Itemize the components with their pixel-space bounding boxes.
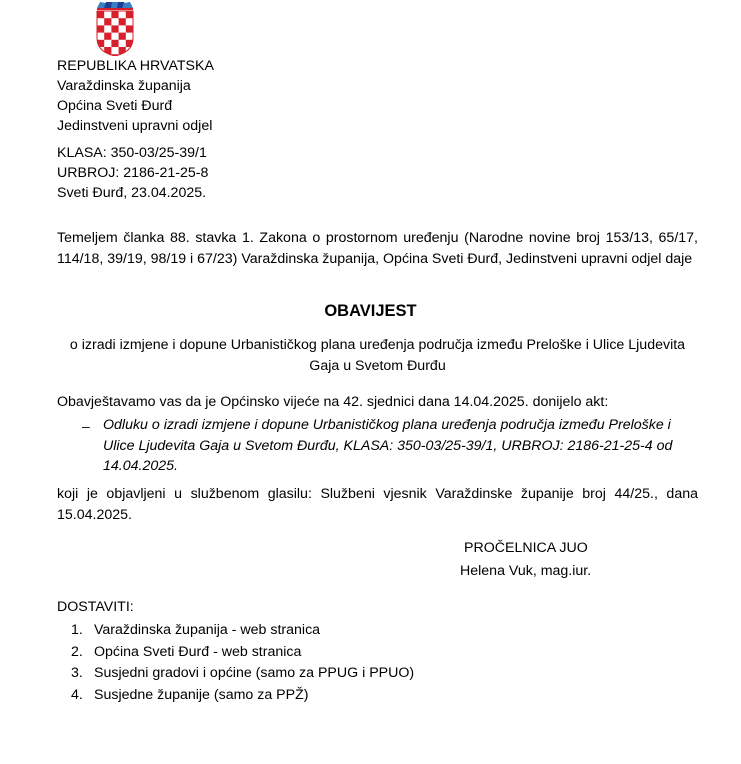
shield-check-square [104, 47, 111, 54]
header-county: Varaždinska županija [57, 78, 191, 94]
shield-check-square [97, 11, 104, 18]
signature-name: Helena Vuk, mag.iur. [460, 563, 592, 579]
checkerboard-shield [97, 11, 133, 56]
list-item-text: Susjedni gradovi i općine (samo za PPUG i PPUO) [94, 665, 415, 681]
shield-check-square [119, 18, 126, 25]
distribution-heading: DOSTAVITI: [57, 599, 134, 615]
list-item-number: 3. [71, 665, 83, 681]
shield-check-square [97, 25, 104, 32]
header-country: REPUBLIKA HRVATSKA [57, 58, 214, 74]
croatian-coat-of-arms [95, 2, 135, 56]
shield-check-square [104, 18, 111, 25]
document-title: OBAVIJEST [324, 302, 417, 320]
list-item-number: 1. [71, 622, 83, 638]
shield-check-square [126, 25, 133, 32]
shield-check-square [111, 40, 118, 47]
notice-paragraph: Obavještavamo vas da je Općinsko vijeće na 42. sjednici dana 14.04.2025. donijelo akt: [57, 394, 609, 410]
decision-text: Odluku o izradi izmjene i dopune Urbanističkog plana uređenja područja između Preloške i Ulice Ljudevita Gaja u Svetom Đurđu, KLASA: 350-03/25-39/1, URBROJ: 2186-21-25-4 od 14.04.2025. [103, 417, 673, 474]
list-item-text: Susjedne županije (samo za PPŽ) [94, 686, 309, 703]
publication-paragraph: koji je objavljeni u službenom glasilu: Službeni vjesnik Varaždinske županije broj 44/25., dana 15.04.2025. [57, 486, 698, 523]
shield-check-square [104, 33, 111, 40]
list-item-number: 2. [71, 643, 83, 660]
intro-paragraph: Temeljem članka 88. stavka 1. Zakona o prostornom uređenju (Narodne novine broj 153/13, 65/17, 114/18, 39/19, 98/19 i 67/23) Varaždinska županija, Općina Sveti Đurđ, Jedinstveni upravni odjel daje [57, 230, 698, 267]
list-item-number: 4. [71, 686, 83, 703]
list-item-text: Varaždinska županija - web stranica [94, 622, 321, 638]
list-item-text: Općina Sveti Đurđ - web stranica [94, 643, 302, 660]
crown [97, 2, 133, 10]
bullet-dash: – [82, 419, 90, 435]
signature-role: PROČELNICA JUO [464, 540, 588, 556]
header-municipality: Općina Sveti Đurđ [57, 98, 173, 114]
shield-check-square [126, 11, 133, 18]
shield-check-square [111, 25, 118, 32]
header-department: Jedinstveni upravni odjel [57, 118, 213, 134]
reference-place-date: Sveti Đurđ, 23.04.2025. [57, 185, 207, 201]
document-subtitle: o izradi izmjene i dopune Urbanističkog plana uređenja područja između Preloške i Ulice Ljudevita Gaja u Svetom Đurđu [69, 337, 686, 374]
shield-check-square [119, 47, 126, 54]
reference-klasa: KLASA: 350-03/25-39/1 [57, 145, 207, 161]
shield-check-square [111, 11, 118, 18]
shield-check-square [119, 33, 126, 40]
reference-urbroj: URBROJ: 2186-21-25-8 [57, 165, 209, 181]
